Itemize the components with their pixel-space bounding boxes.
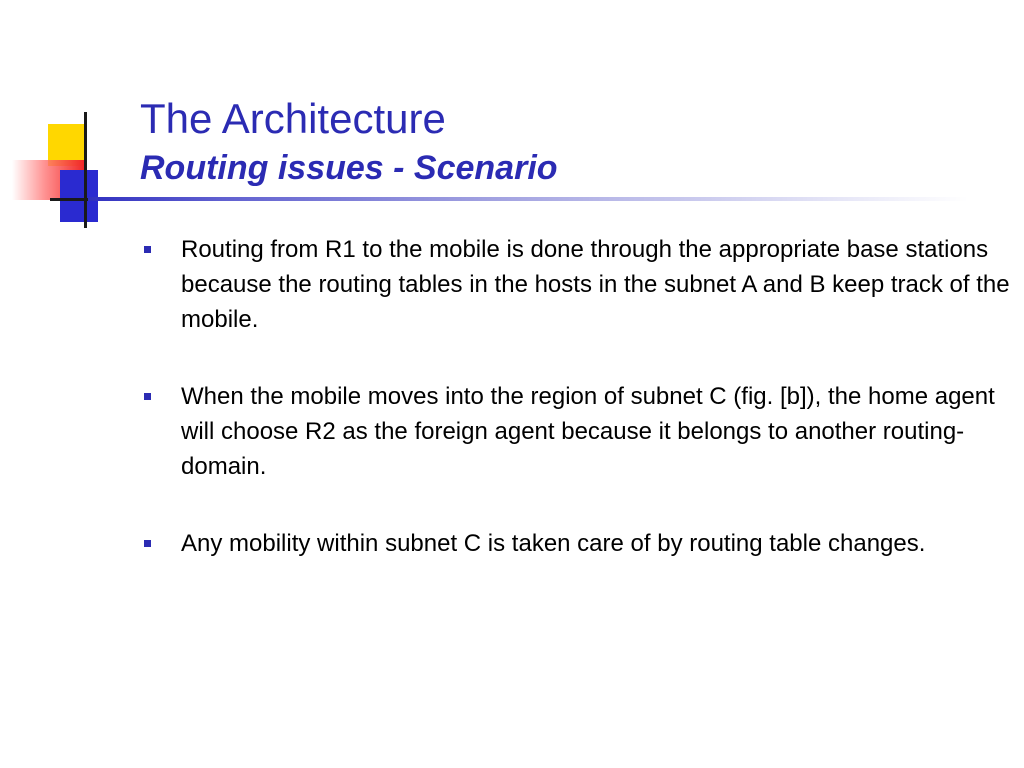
square-bullet-icon [144,540,151,547]
bullet-text: Any mobility within subnet C is taken care of by routing table changes. [181,530,926,557]
bullet-text: When the mobile moves into the region of subnet C (fig. [b]), the home agent will choose R2 as the foreign agent because it belongs to another routing-domain. [181,383,995,480]
bullet-text: Routing from R1 to the mobile is done through the appropriate base stations because the routing tables in the hosts in the subnet A and B keep track of the mobile. [181,236,1010,333]
slide-title: The Architecture [140,95,446,142]
squares-logo-icon [0,0,140,240]
logo-vertical-line [84,112,87,228]
bullet-list [140,232,1010,603]
title-underline [88,197,968,201]
bullet-item [140,526,1010,561]
bullet-item [140,232,1010,337]
slide-subtitle: Routing issues - Scenario [140,149,558,187]
square-bullet-icon [144,246,151,253]
bullet-item [140,379,1010,484]
square-bullet-icon [144,393,151,400]
logo-blue-square [60,170,98,222]
